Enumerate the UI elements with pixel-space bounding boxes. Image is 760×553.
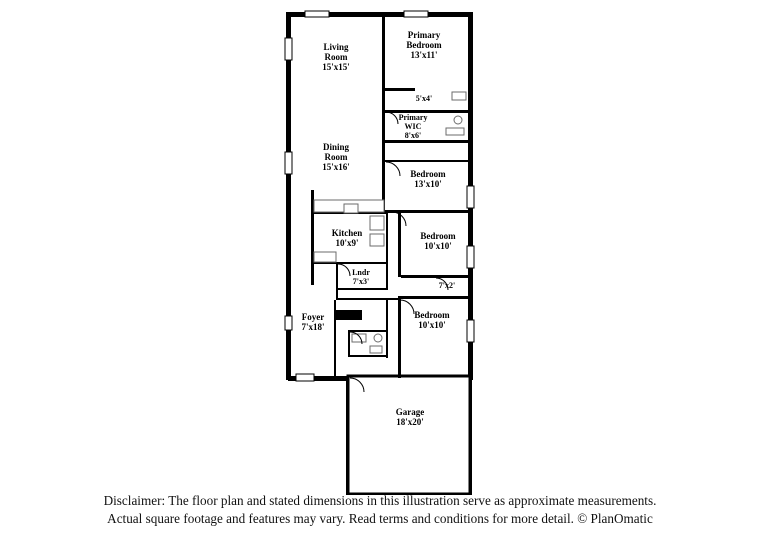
room-label-primary-bedroom-line2: Bedroom (406, 40, 442, 50)
wall-bedroom2-left (398, 213, 401, 277)
room-label-kitchen: Kitchen (331, 228, 363, 238)
window-right-bedroom3 (467, 320, 474, 342)
room-label-bedroom-10x10-a: Bedroom (420, 231, 456, 241)
floorplan-walls (285, 11, 474, 495)
window-left-living (285, 38, 292, 60)
room-dims-bedroom-10x10-a: 10'x10' (424, 241, 452, 251)
room-label-primary-wic: Primary (398, 113, 428, 122)
room-label-laundry: Lndr (352, 268, 370, 277)
wall-laundry-left (336, 262, 338, 300)
wall-wic-bottom (385, 140, 470, 143)
disclaimer-line-2: Actual square footage and features may vary. Read terms and conditions for more detail. © PlanOmatic (107, 511, 653, 526)
room-label-bedroom-10x10-b: Bedroom (414, 310, 450, 320)
room-dims-garage: 18'x20' (396, 417, 424, 427)
wall-bedroom3-left (398, 296, 401, 378)
room-dims-bedroom-10x10-b: 10'x10' (418, 320, 446, 330)
room-dims-closet-7x2: 7'x2' (438, 281, 456, 290)
room-dims-foyer: 7'x18' (301, 322, 325, 332)
bath-tub (352, 334, 366, 342)
disclaimer-line-1: Disclaimer: The floor plan and stated dimensions in this illustration serve as approximate measurements. (103, 493, 657, 508)
window-top-primary (404, 11, 428, 17)
wall-foyer-right (334, 300, 336, 378)
room-label-primary-bedroom: Primary (407, 30, 441, 40)
window-right-bedroom1 (467, 186, 474, 208)
wall-bath-bottom (348, 355, 388, 357)
primary-bath-toilet (454, 116, 462, 124)
kitchen-island (314, 252, 336, 262)
room-dims-dining-room: 15'x16' (322, 162, 350, 172)
room-label-dining-room: Dining (322, 142, 350, 152)
room-label-garage: Garage (395, 407, 425, 417)
wall-bath-right (386, 300, 388, 358)
kitchen-refrigerator (370, 234, 384, 246)
room-label-primary-wic-line2: WIC (404, 122, 422, 131)
wall-closet7x2-bottom (401, 296, 470, 299)
wall-hall-right (386, 212, 388, 290)
garage-outline (348, 376, 470, 494)
wall-bath-left (348, 330, 350, 357)
window-top-living (305, 11, 329, 17)
room-dims-closet-5x4: 5'x4' (415, 94, 433, 103)
room-label-dining-room-line2: Room (324, 152, 348, 162)
wall-bath-top (348, 330, 388, 332)
room-dims-primary-bedroom: 13'x11' (410, 50, 438, 60)
wall-bedroom1-top (385, 160, 470, 162)
wall-hall-bottom (336, 298, 398, 300)
room-label-bedroom-13x10: Bedroom (410, 169, 446, 179)
kitchen-range (370, 216, 384, 230)
room-dims-primary-wic: 8'x6' (404, 131, 422, 140)
disclaimer (0, 492, 760, 528)
primary-bath-vanity (446, 128, 464, 135)
room-dims-laundry: 7'x3' (352, 277, 370, 286)
primary-bath-tub (452, 92, 466, 100)
window-right-bedroom2 (467, 246, 474, 268)
stair-block (336, 310, 362, 320)
room-dims-kitchen: 10'x9' (335, 238, 359, 248)
room-label-living-room-line2: Room (324, 52, 348, 62)
room-label-foyer: Foyer (301, 312, 325, 322)
front-door (296, 374, 314, 381)
room-dims-living-room: 15'x15' (322, 62, 350, 72)
kitchen-sink (344, 204, 358, 213)
room-label-living-room: Living (323, 42, 349, 52)
bath-vanity (370, 346, 382, 353)
window-left-foyer (285, 316, 292, 330)
window-left-dining (285, 152, 292, 174)
wall-closet-top (385, 88, 415, 91)
wall-laundry-bottom (336, 288, 388, 290)
bath-toilet (374, 334, 382, 342)
wall-living-primary (382, 14, 385, 110)
wall-bedroom2-bottom (401, 275, 470, 278)
room-dims-bedroom-13x10: 13'x10' (414, 179, 442, 189)
wall-bedroom1-bottom (385, 210, 470, 213)
